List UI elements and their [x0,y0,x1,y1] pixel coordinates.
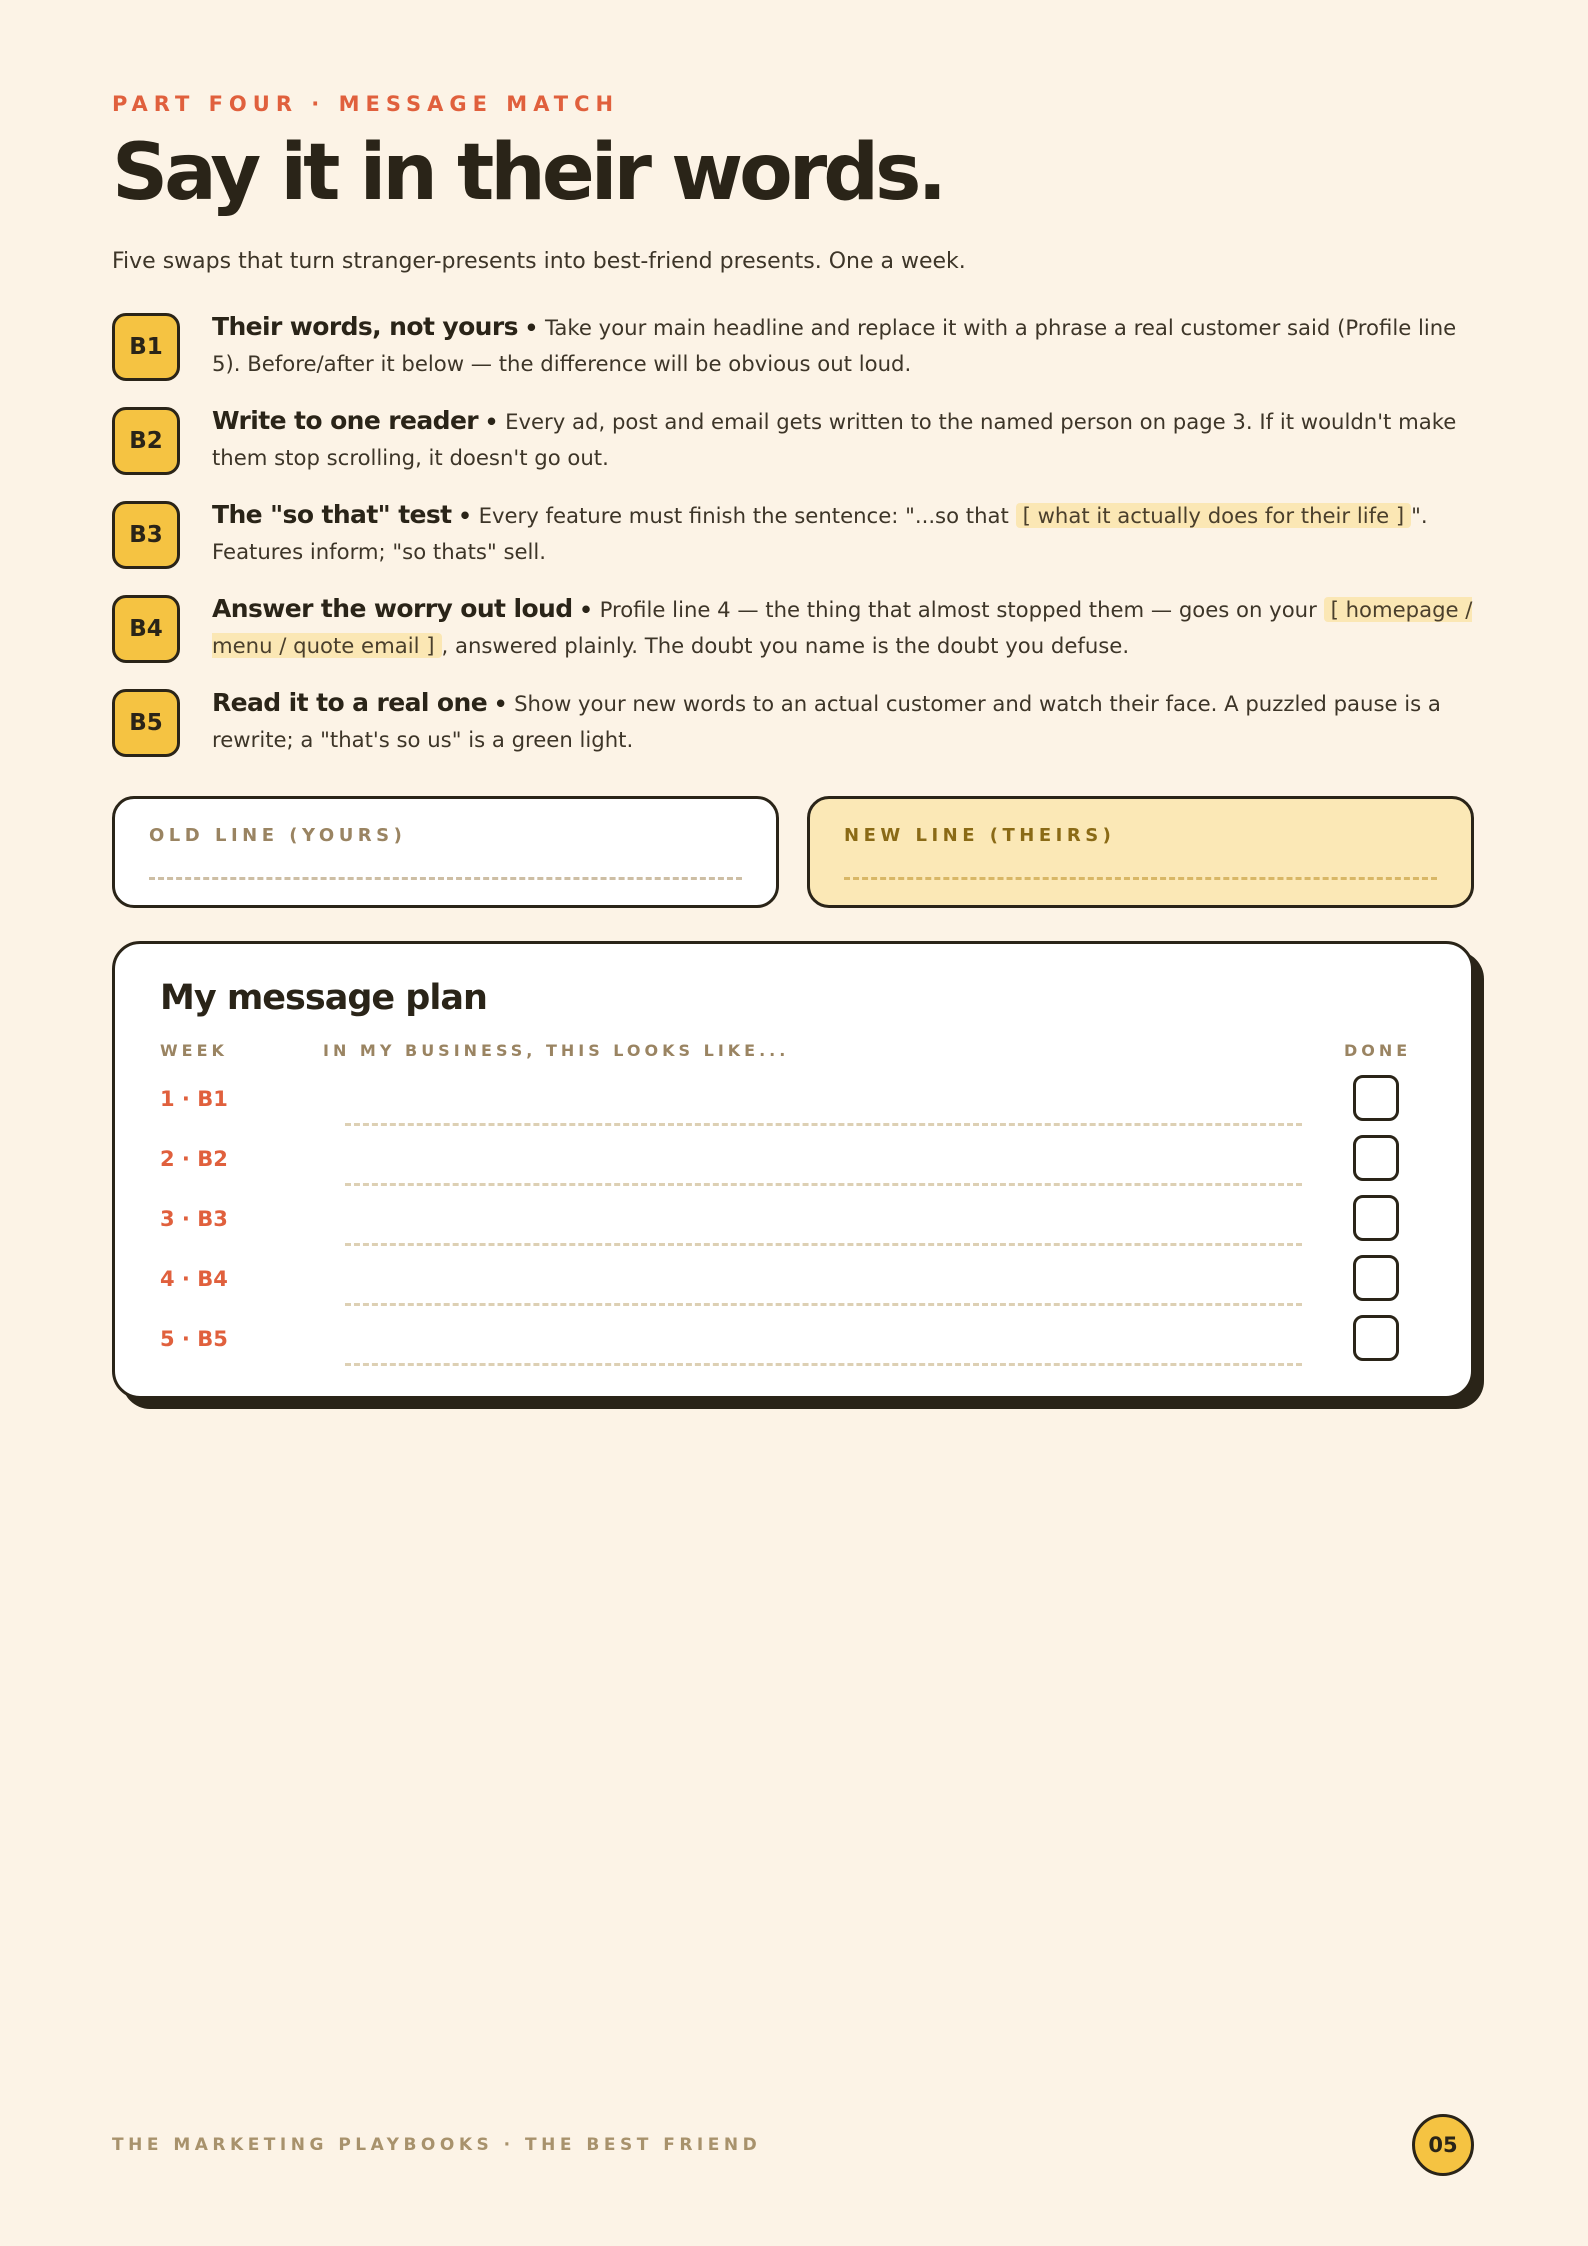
step-b2 [112,403,1474,497]
step-title: Read it to a real one [212,688,488,717]
new-line-label: NEW LINE (THEIRS) [844,825,1116,846]
step-title: Their words, not yours [212,312,518,341]
step-body-end: ". Features inform; "so thats" sell. [212,503,1428,564]
bullet-separator: • [579,597,593,622]
step-b3 [112,497,1474,591]
step-description [212,497,1474,570]
writing-line[interactable] [345,1243,1302,1246]
done-checkbox[interactable] [1353,1255,1399,1301]
page-subtitle: Five swaps that turn stranger-presents into best-friend presents. One a week. [112,249,966,274]
plan-row [115,1207,1471,1267]
old-line-label: OLD LINE (YOURS) [149,825,407,846]
plan-title: My message plan [160,978,487,1018]
done-column-header: DONE [1344,1041,1412,1060]
step-title: Write to one reader [212,406,479,435]
plan-row [115,1087,1471,1147]
bullet-separator: • [484,409,499,434]
done-checkbox[interactable] [1353,1315,1399,1361]
step-badge: B2 [112,407,180,475]
plan-row [115,1327,1471,1387]
step-badge: B5 [112,689,180,757]
step-body: Every ad, post and email gets written to the named person on page 3. If it wouldn't make them stop scrolling, it doesn't go out. [212,409,1457,470]
writing-line[interactable] [345,1363,1302,1366]
done-checkbox[interactable] [1353,1135,1399,1181]
plan-row [115,1147,1471,1207]
writing-line[interactable] [345,1183,1302,1186]
page-title: Say it in their words. [112,128,944,218]
step-body-end: , answered plainly. The doubt you name is the doubt you defuse. [441,633,1130,658]
message-plan-card [112,941,1474,1399]
week-label: 5 · B5 [160,1327,228,1351]
new-line-box[interactable] [807,796,1474,908]
done-checkbox[interactable] [1353,1075,1399,1121]
done-checkbox[interactable] [1353,1195,1399,1241]
step-body: Every feature must finish the sentence: "...so that [478,503,1009,528]
writing-line[interactable] [345,1123,1302,1126]
step-description [212,309,1474,382]
fill-in-placeholder: [ homepage / menu / quote email ] [212,597,1473,658]
bullet-separator: • [493,691,508,716]
footer-text: THE MARKETING PLAYBOOKS · THE BEST FRIEND [112,2135,762,2155]
description-column-header: IN MY BUSINESS, THIS LOOKS LIKE... [323,1041,790,1060]
step-description [212,685,1474,758]
page-number-badge: 05 [1412,2114,1474,2176]
step-body: Profile line 4 — the thing that almost stopped them — goes on your [599,597,1317,622]
week-label: 4 · B4 [160,1267,228,1291]
step-b4 [112,591,1474,685]
step-body: Show your new words to an actual customer and watch their face. A puzzled pause is a rewrite; a "that's so us" is a green light. [212,691,1441,752]
week-label: 3 · B3 [160,1207,228,1231]
step-body: Take your main headline and replace it with a phrase a real customer said (Profile line 5). Before/after it below — the difference will be obvious out loud. [212,315,1457,376]
plan-row [115,1267,1471,1327]
bullet-separator: • [524,315,539,340]
writing-line[interactable] [345,1303,1302,1306]
old-line-box[interactable] [112,796,779,908]
week-label: 2 · B2 [160,1147,228,1171]
section-kicker: PART FOUR · MESSAGE MATCH [112,92,620,116]
week-column-header: WEEK [160,1041,228,1060]
week-label: 1 · B1 [160,1087,228,1111]
step-title: The "so that" test [212,500,452,529]
step-b1 [112,309,1474,403]
steps-list [112,309,1474,779]
step-description [212,591,1474,664]
step-title: Answer the worry out loud [212,594,573,623]
step-b5 [112,685,1474,779]
step-description [212,403,1474,476]
fill-in-placeholder: [ what it actually does for their life ] [1016,503,1412,528]
new-line-writing-line[interactable] [844,877,1437,880]
step-badge: B3 [112,501,180,569]
old-line-writing-line[interactable] [149,877,742,880]
bullet-separator: • [458,503,472,528]
step-badge: B1 [112,313,180,381]
step-badge: B4 [112,595,180,663]
